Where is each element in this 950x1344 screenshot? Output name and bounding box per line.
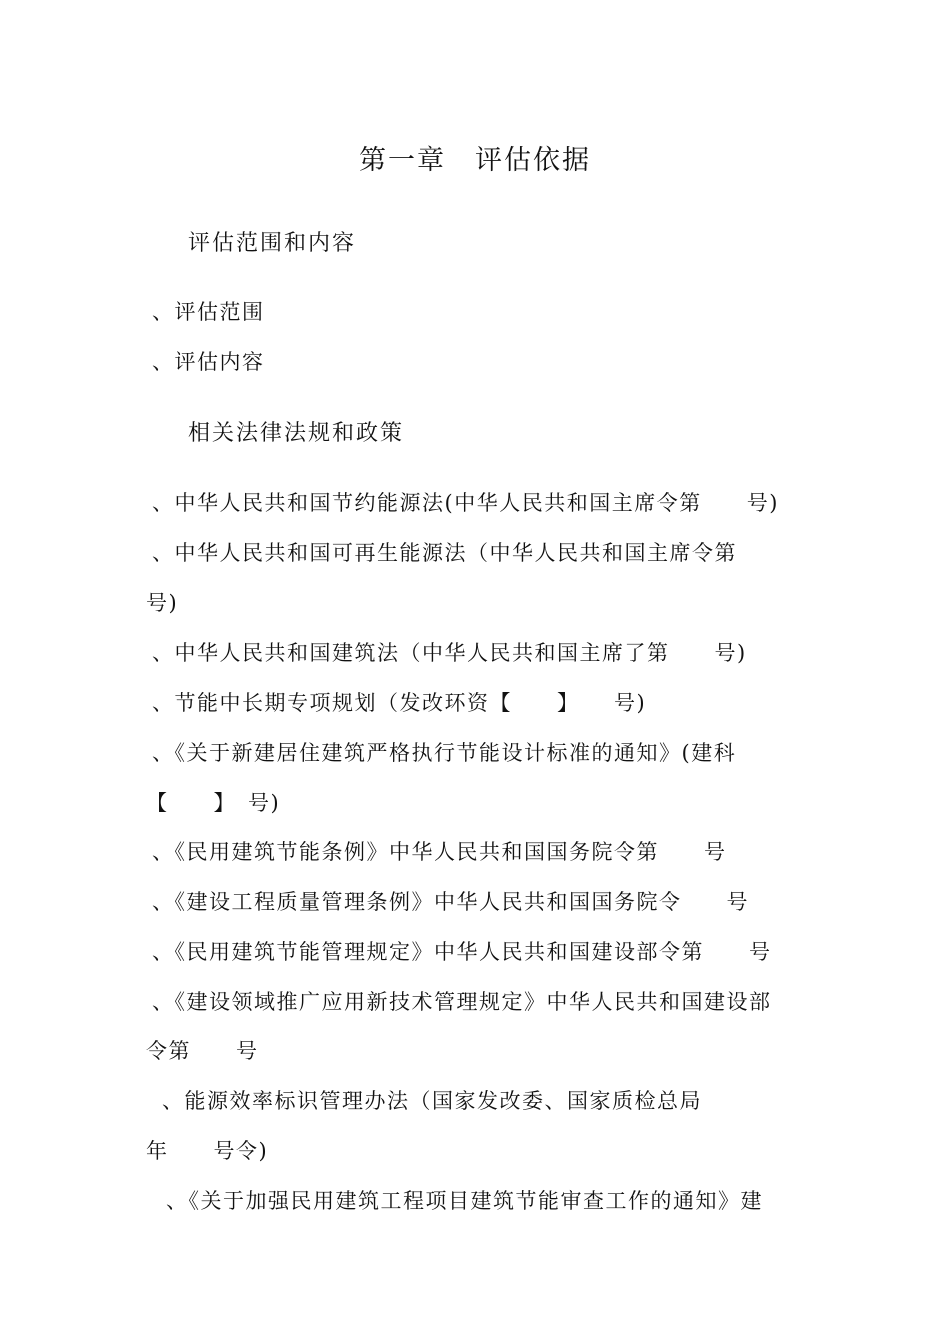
list-item-continuation: 令第 号 [146, 1039, 259, 1063]
list-item: 、《建设领域推广应用新技术管理规定》中华人民共和国建设部 [152, 990, 772, 1014]
list-item: 、中华人民共和国可再生能源法（中华人民共和国主席令第 [152, 541, 737, 565]
list-item-continuation: 【 】 号) [146, 791, 281, 815]
list-item: 、评估内容 [152, 350, 265, 374]
list-item-continuation: 号) [146, 591, 179, 615]
list-item: 、《关于新建居住建筑严格执行节能设计标准的通知》(建科 [152, 741, 737, 765]
list-item: 、评估范围 [152, 300, 265, 324]
list-item: 、能源效率标识管理办法（国家发改委、国家质检总局 [162, 1089, 702, 1113]
list-item: 、《民用建筑节能条例》中华人民共和国国务院令第 号 [152, 840, 727, 864]
list-item-continuation: 年 号令) [146, 1139, 269, 1163]
list-item: 、《关于加强民用建筑工程项目建筑节能审查工作的通知》建 [166, 1189, 763, 1213]
list-item: 、《建设工程质量管理条例》中华人民共和国国务院令 号 [152, 890, 749, 914]
list-item: 、节能中长期专项规划（发改环资【 】 号) [152, 691, 647, 715]
section-heading-laws: 相关法律法规和政策 [188, 421, 405, 446]
list-item: 、中华人民共和国建筑法（中华人民共和国主席了第 号) [152, 641, 747, 665]
list-item: 、中华人民共和国节约能源法(中华人民共和国主席令第 号) [152, 491, 779, 515]
chapter-title: 第一章 评估依据 [359, 145, 591, 176]
list-item: 、《民用建筑节能管理规定》中华人民共和国建设部令第 号 [152, 940, 772, 964]
section-heading-scope: 评估范围和内容 [188, 231, 357, 256]
